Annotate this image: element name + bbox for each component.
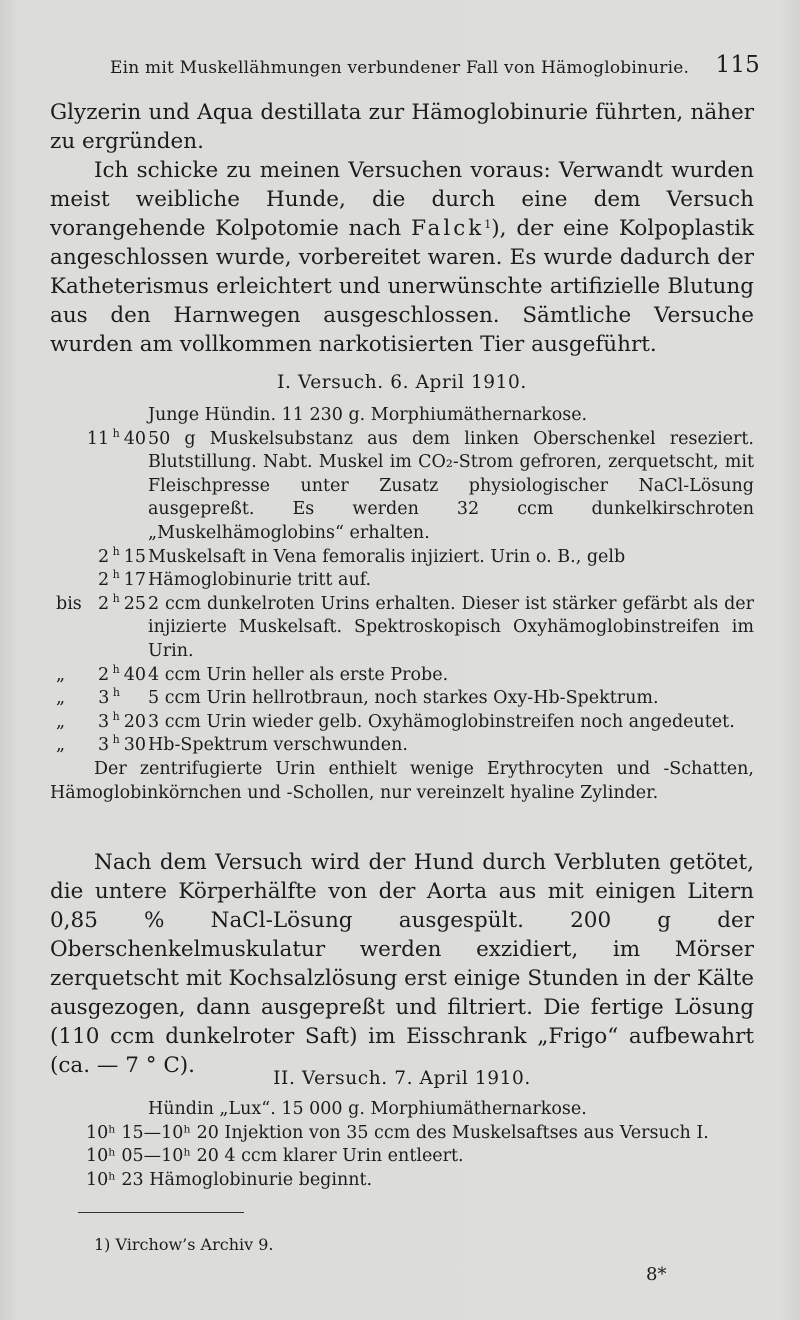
entry-prefix: „ <box>56 735 66 756</box>
entry-time: 11 $^h$ 40 <box>86 426 146 449</box>
intro-paragraph-1: Glyzerin und Aqua destillata zur Hämoglobinurie führten, näher zu ergründen. <box>50 100 754 154</box>
entry-time: 3 $^h$ <box>98 686 120 709</box>
experiment-2-title: II. Versuch. 7. April 1910. <box>273 1068 531 1089</box>
entry-time: 2 $^h$ 17 <box>97 568 146 591</box>
entry-time: 3 $^h$ 30 <box>97 733 146 756</box>
protocol-line: 10ʰ 15—10ʰ 20 Injektion von 35 ccm des Muskelsaftses aus Versuch I. <box>86 1122 709 1143</box>
intro-paragraph-2: Ich schicke zu meinen Versuchen voraus: Verwandt wurden meist weibliche Hunde, die durch eine dem Versuch vorangehende Kolpotomie nach Falck$^1$), der eine Kolpoplastik angeschlossen wurde, vorbereitet waren. Es wurde dadurch der Katheterismus erleichtert und unerwünschte artifizielle Blutung aus den Harnwegen ausgeschlossen. Sämtliche Versuche wurden am vollkommen narkotisierten Tier ausgeführt. <box>50 158 754 357</box>
signature-mark: 8* <box>646 1264 667 1285</box>
experiment-1-title: I. Versuch. 6. April 1910. <box>277 372 527 393</box>
entry-text: 50 g Muskelsubstanz aus dem linken Oberschenkel reseziert. Blutstillung. Nabt. Muskel im CO₂-Strom gefroren, zerquetscht, mit Fleischpresse unter Zusatz physiologischer NaCl-Lösung ausgepreßt. Es werden 32 ccm dunkelkirschroten „Muskelhämoglobins“ erhalten. <box>148 428 754 543</box>
entry-prefix: „ <box>56 664 66 685</box>
protocol-line: 10ʰ 05—10ʰ 20 4 ccm klarer Urin entleert. <box>86 1146 464 1167</box>
middle-section <box>50 848 754 1080</box>
footnote-ref: 1 <box>484 218 492 231</box>
protocol-entry <box>50 546 754 570</box>
entry-time: 2 $^h$ 15 <box>97 544 146 567</box>
experiment-2-subject: Hündin „Lux“. 15 000 g. Morphiumäthernarkose. <box>148 1099 587 1119</box>
entry-prefix: „ <box>56 688 66 709</box>
entry-text: 5 ccm Urin hellrotbraun, noch starkes Oxy-Hb-Spektrum. <box>148 688 659 709</box>
running-title: Ein mit Muskellähmungen verbundener Fall von Hämoglobinurie. <box>110 58 690 78</box>
entry-text: 2 ccm dunkelroten Urins erhalten. Dieser ist stärker gefärbt als der injizierte Muskelsaft. Spektroskopisch Oxyhämoglobinstreifen im Urin. <box>148 593 754 661</box>
protocol-entry <box>50 428 754 546</box>
page-number: 115 <box>715 52 760 78</box>
footnote: 1) Virchow’s Archiv 9. <box>94 1235 274 1254</box>
protocol-entry <box>50 711 754 735</box>
entry-text: Hb-Spektrum verschwunden. <box>148 735 408 756</box>
protocol-line: 10ʰ 23 Hämoglobinurie beginnt. <box>86 1169 373 1190</box>
entry-time: 2 $^h$ 40 <box>97 662 146 685</box>
entry-text: Hämoglobinurie tritt auf. <box>148 570 372 591</box>
author-name: Falck <box>411 216 485 241</box>
protocol-entry <box>50 569 754 593</box>
entry-text: 3 ccm Urin wieder gelb. Oxyhämoglobinstreifen noch angedeutet. <box>148 711 735 732</box>
protocol-entry <box>50 593 754 664</box>
protocol-entry <box>50 734 754 758</box>
entry-time: 3 $^h$ 20 <box>97 709 146 732</box>
footnote-rule <box>78 1212 244 1213</box>
entry-text: 4 ccm Urin heller als erste Probe. <box>148 664 449 685</box>
intro-section <box>50 98 754 359</box>
experiment-1-subject: Junge Hündin. 11 230 g. Morphiumäthernarkose. <box>148 405 588 425</box>
protocol-entry <box>50 687 754 711</box>
middle-paragraph: Nach dem Versuch wird der Hund durch Verbluten getötet, die untere Körperhälfte von der Aorta aus mit einigen Litern 0,85 % NaCl-Lösung ausgespült. 200 g der Oberschenkelmuskulatur werden exzidiert, im Mörser zerquetscht mit Kochsalzlösung erst einige Stunden in der Kälte ausgezogen, dann ausgepreßt und filtriert. Die fertige Lösung (110 ccm dunkelroter Saft) im Eisschrank „Frigo“ aufbewahrt (ca. — 7 ° C). <box>50 850 754 1078</box>
entry-prefix: bis <box>56 593 82 614</box>
experiment-1-note: Der zentrifugierte Urin enthielt wenige Erythrocyten und -Schatten, Hämoglobinkörnchen und -Schollen, nur vereinzelt hyaline Zylinder. <box>50 758 754 803</box>
experiment-1-protocol <box>50 404 754 805</box>
protocol-entry <box>50 664 754 688</box>
page-header <box>110 52 760 84</box>
entry-text: Muskelsaft in Vena femoralis injiziert. Urin o. B., gelb <box>148 546 626 567</box>
experiment-2-protocol <box>50 1098 754 1192</box>
entry-prefix: „ <box>56 711 66 732</box>
entry-time: 2 $^h$ 25 <box>97 591 146 614</box>
